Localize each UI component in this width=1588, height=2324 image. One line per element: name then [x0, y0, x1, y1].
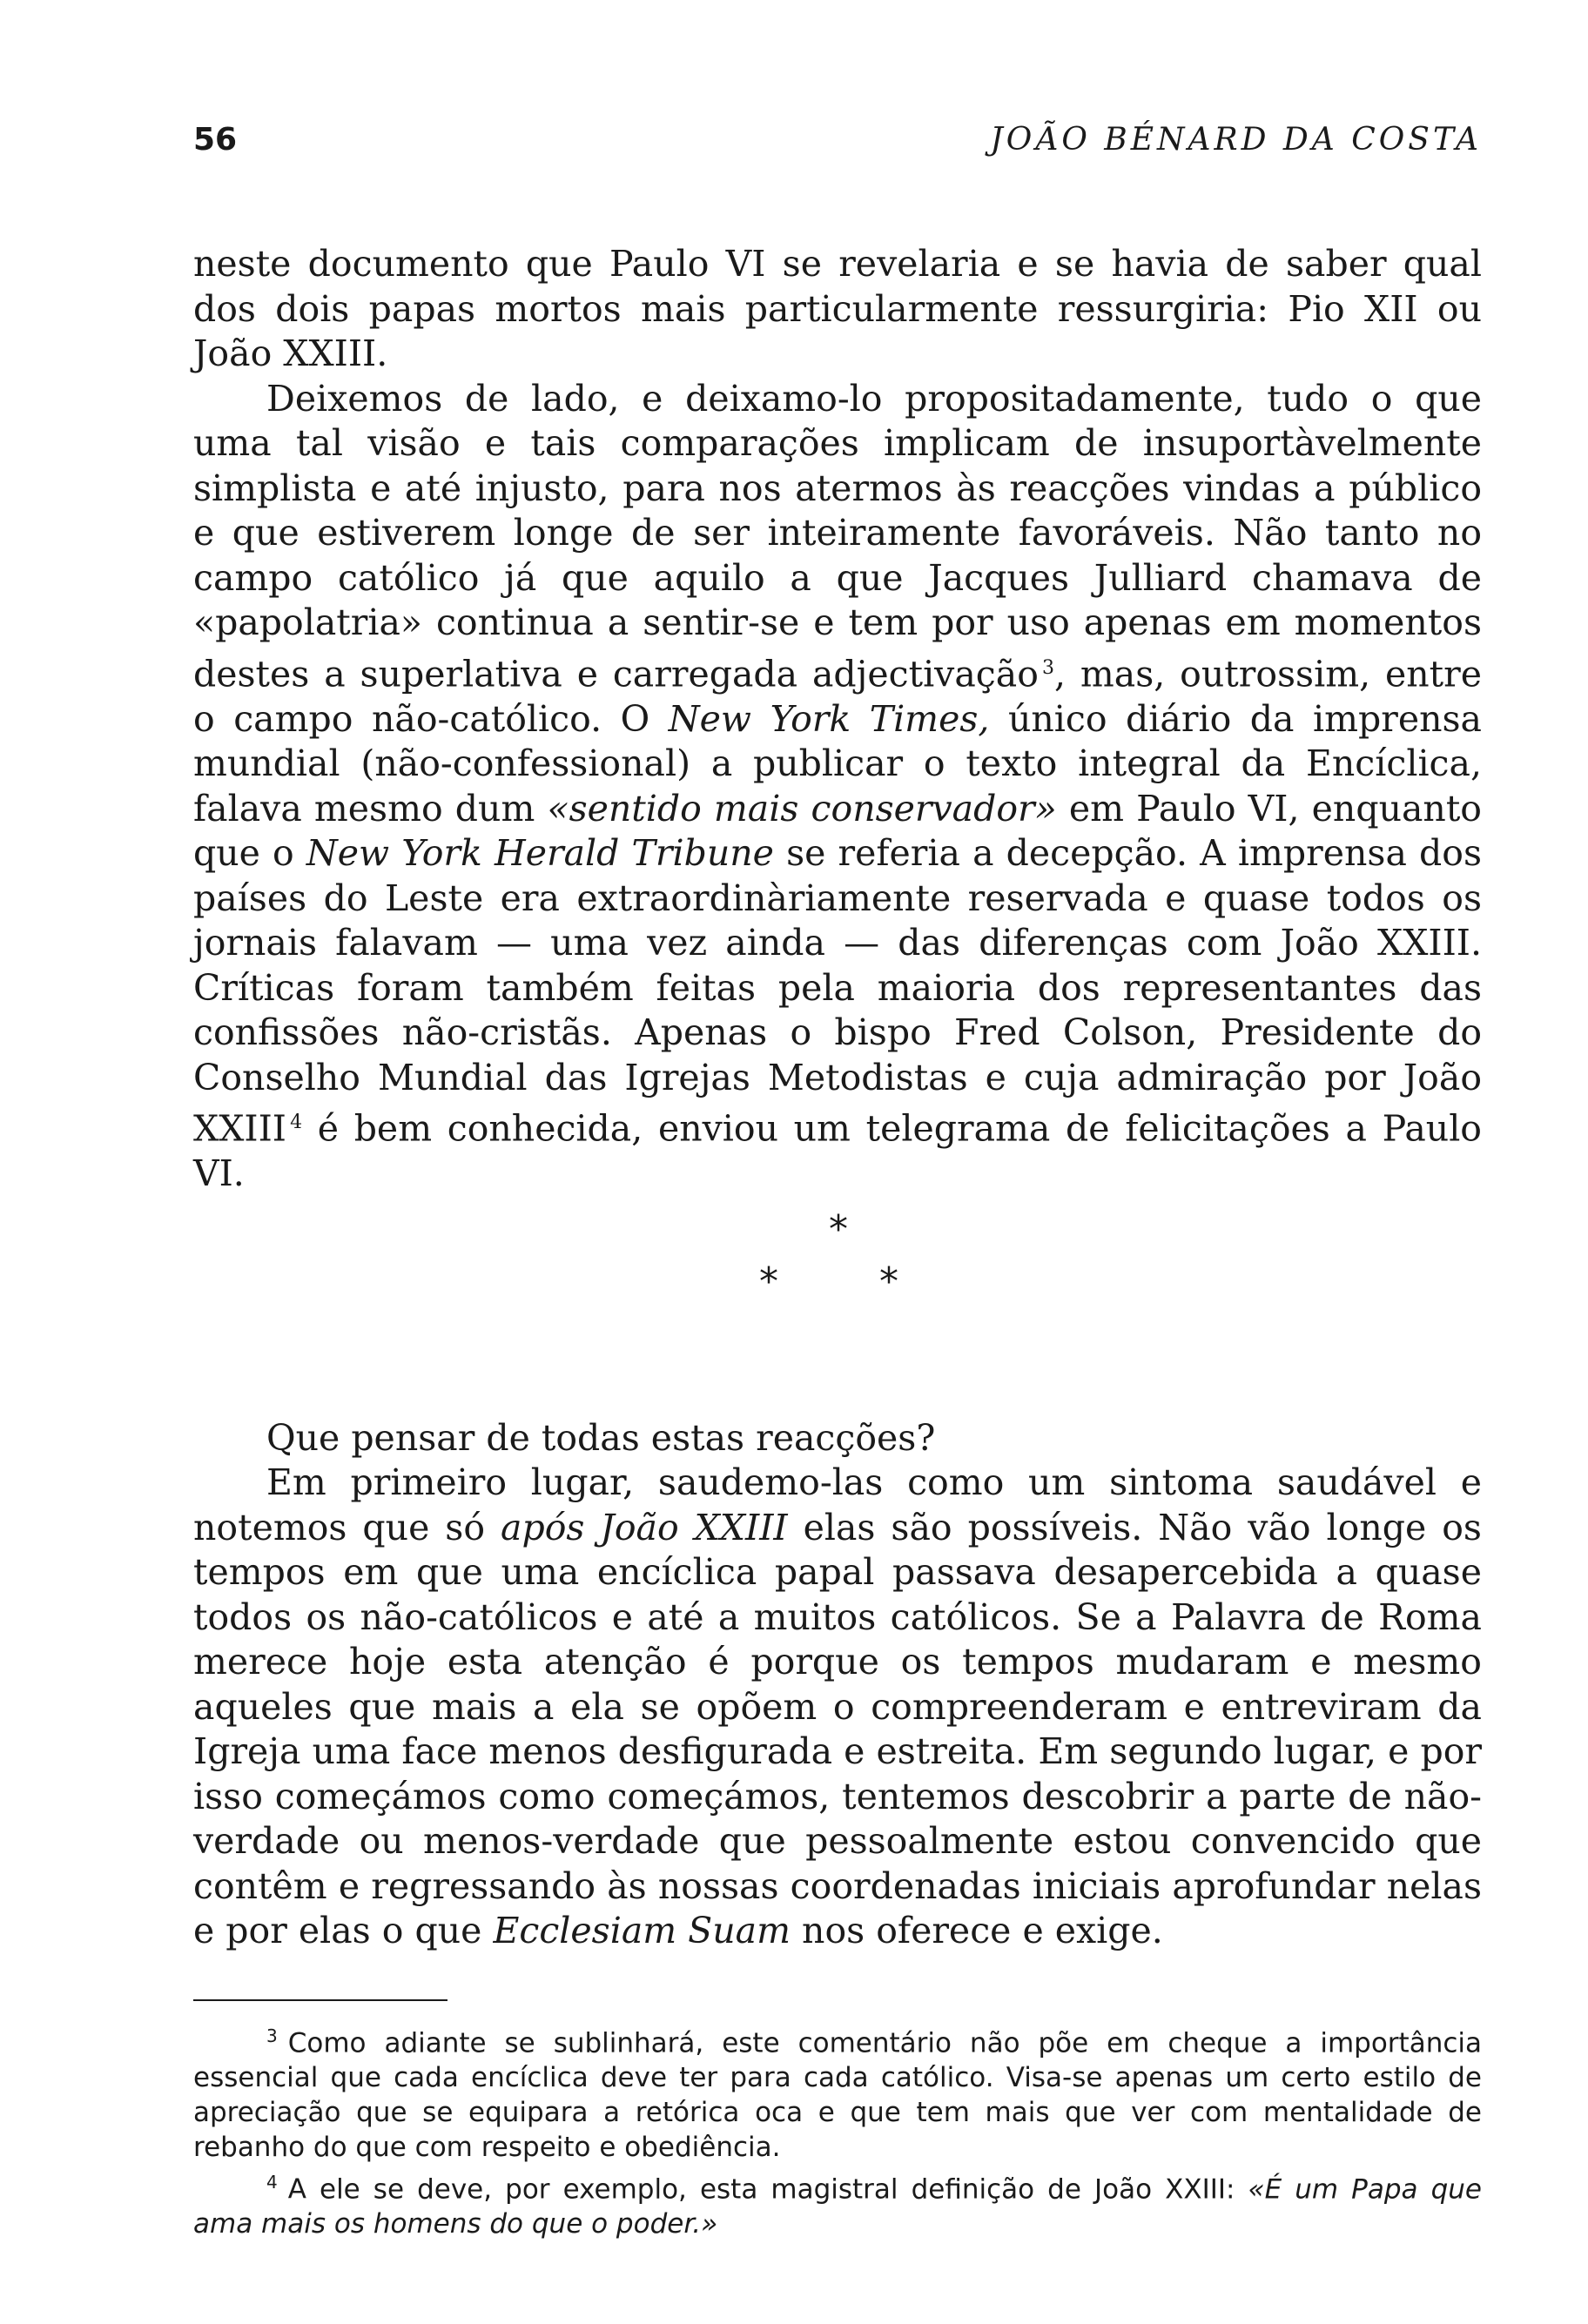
apos-joao-xxiii: após João XXIII — [501, 1506, 788, 1548]
asterism-star-right: * — [879, 1259, 898, 1304]
paragraph-4-part-1: Em primeiro lugar, saudemo-las como um sintoma saudável e notemos que só — [193, 1461, 1482, 1548]
footnote-ref-4: 4 — [290, 1112, 303, 1134]
paragraph-2-part-5: se referia a decepção. A imprensa dos países do Leste era extraordinàriamente reservada e quase todos os jornais falavam — uma vez ainda — das diferenças com João XXIII. Críticas foram também feitas pela maioria dos representantes das confissões não-cristãs. Apenas o bispo Fred Colson, Presidente do Conselho Mundial das Igrejas Metodistas e cuja admiração por João XXIII — [193, 832, 1482, 1150]
paragraph-4-part-3: nos oferece e exige. — [802, 1910, 1163, 1952]
footnote-3 — [193, 2018, 1482, 2165]
footnotes — [193, 2018, 1482, 2242]
page-number: 56 — [193, 122, 238, 158]
footnote-4 — [193, 2165, 1482, 2241]
paragraph-2-part-1: Deixemos de lado, e deixamo-lo propositadamente, tudo o que uma tal visão e tais comparações implicam de insuportàvelmente simplista e até injusto, para nos atermos às reacções vindas a público e que estiverem longe de ser inteiramente favoráveis. Não tanto no campo católico já que aquilo a que Jacques Julliard chamava de «papolatria» continua a sentir-se e tem por uso apenas em momentos destes a superlativa e carregada adjectivação — [193, 377, 1482, 695]
footnote-4-quote: «É um Papa que ama mais os homens do que o poder.» — [193, 2173, 1483, 2240]
herald-title: New York Herald Tribune — [306, 832, 774, 875]
page-header — [193, 122, 1482, 174]
paragraph-2-part-6: é bem conhecida, enviou um telegrama de felicitações a Paulo VI. — [193, 1107, 1482, 1195]
footnote-divider — [193, 1999, 447, 2001]
paragraph-2 — [193, 377, 1482, 1197]
section-break-asterism — [193, 1206, 1482, 1385]
asterism-star-left: * — [759, 1259, 778, 1304]
paragraph-2-part-4: em Paulo VI, enquanto que o — [193, 787, 1482, 875]
nyt-title: New York Times, — [668, 697, 990, 740]
paragraph-2-part-3: único diário da imprensa mundial (não-confessional) a publicar o texto integral da Encíclica, falava mesmo dum — [193, 697, 1482, 830]
ecclesiam-suam: Ecclesiam Suam — [493, 1910, 791, 1952]
paragraph-4-part-2: elas são possíveis. Não vão longe os tempos em que uma encíclica papal passava desapercebida a quase todos os não-católicos e até a muitos católicos. Se a Palavra de Roma merece hoje esta atenção é porque os tempos mudaram e mesmo aqueles que mais a ela se opõem o compreenderam e entreviram da Igreja uma face menos desfigurada e estreita. Em segundo lugar, e por isso começámos como começámos, tentemos descobrir a parte de não-verdade ou menos-verdade que pessoalmente estou convencido que contêm e regressando às nossas coordenadas iniciais aprofundar nelas e por elas o que — [193, 1506, 1482, 1952]
book-page — [193, 122, 1482, 2241]
conservador-quote: «sentido mais conservador» — [547, 787, 1057, 830]
paragraph-2-part-2: , mas, outrossim, entre o campo não-católico. O — [193, 653, 1482, 740]
asterism-star-top: * — [829, 1206, 848, 1252]
footnote-3-mark: 3 — [266, 2025, 278, 2046]
footnote-ref-3: 3 — [1041, 656, 1054, 679]
paragraph-3: Que pensar de todas estas reacções? — [266, 1416, 936, 1459]
section-2 — [193, 1416, 1482, 1954]
footnote-4-mark: 4 — [266, 2172, 278, 2193]
paragraph-1: neste documento que Paulo VI se revelaria e se havia de saber qual dos dois papas mortos mais particularmente ressurgiria: Pio XII ou João XXIII. — [193, 243, 1482, 374]
footnote-3-text: Como adiante se sublinhará, este comentário não põe em cheque a importância essencial que cada encíclica deve ter para cada católico. Visa-se apenas um certo estilo de apreciação que se equipara a retórica oca e que tem mais que ver com mentalidade de rebanho do que com respeito e obediência. — [193, 2027, 1482, 2164]
paragraph-4 — [193, 1461, 1482, 1954]
running-head: JOÃO BÉNARD DA COSTA — [990, 122, 1482, 158]
main-text — [193, 242, 1482, 1954]
footnote-4-text: A ele se deve, por exemplo, esta magistral definição de João XXIII: — [287, 2173, 1235, 2206]
